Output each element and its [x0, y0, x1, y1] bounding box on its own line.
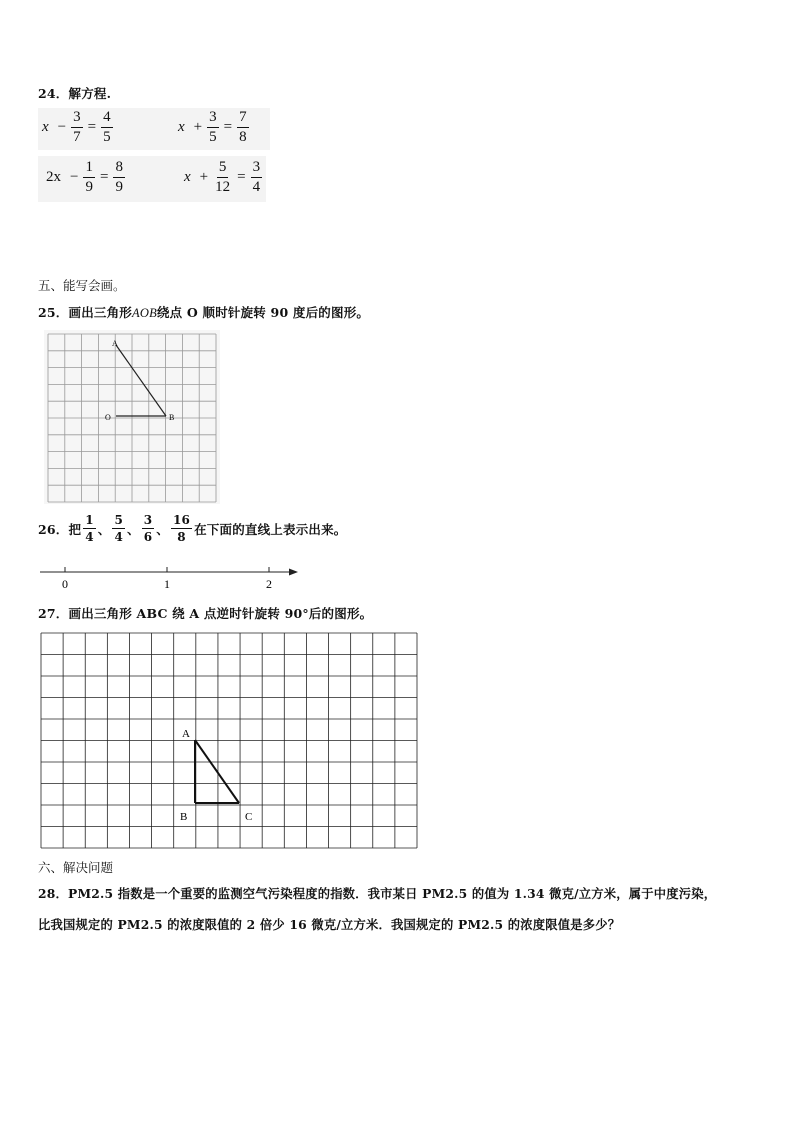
q27-label-c: C — [245, 811, 253, 823]
q27-label-b: B — [180, 811, 188, 823]
q27-text: 27．画出三角形 ABC 绕 A 点逆时针旋转 90°后的图形。 — [38, 606, 373, 621]
q28-line-2: 比我国规定的 PM2.5 的浓度限值的 2 倍少 16 微克/立方米．我国规定的 PM2.5 的浓度限值是多少？ — [38, 917, 621, 932]
q25-text: 25．画出三角形AOB绕点 O 顺时针旋转 90 度后的图形。 — [38, 305, 370, 320]
section-6-title: 六、解决问题 — [38, 860, 114, 875]
tick-label-1: 1 — [164, 577, 170, 591]
arrow-icon — [289, 569, 298, 576]
section-5-title: 五、能写会画。 — [38, 278, 126, 293]
q28-line-1: 28．PM2.5 指数是一个重要的监测空气污染程度的指数．我市某日 PM2.5 的值为 1.34 微克/立方米，属于中度污染， — [38, 886, 717, 901]
tick-label-0: 0 — [62, 577, 68, 591]
q27-side-ac — [195, 740, 239, 803]
q26-number-line — [36, 560, 302, 594]
q26-text: 26．把 1 4 、 5 4 、 3 6 、 16 8 在下面的直线上表示出来。 — [38, 513, 347, 544]
tick-label-2: 2 — [266, 577, 272, 591]
q27-grid-figure — [40, 632, 420, 850]
equation-4: x + $\frac{5}{12}$ = $\frac{3}{4}$ — [184, 159, 261, 195]
q25-label-o: O — [105, 413, 111, 422]
equation-1: x − $\frac{3}{7}$ = $\frac{4}{5}$ — [42, 109, 111, 145]
q24-title: 24．解方程. — [38, 86, 112, 101]
q27-label-a: A — [182, 728, 190, 740]
q25-label-b: B — [169, 413, 175, 422]
equation-3: 2x − $\frac{1}{9}$ = $\frac{8}{9}$ — [46, 159, 123, 195]
q25-grid-figure — [44, 330, 220, 504]
equation-2: x + $\frac{3}{5}$ = $\frac{7}{8}$ — [178, 109, 247, 145]
q25-label-a: A — [112, 339, 118, 348]
